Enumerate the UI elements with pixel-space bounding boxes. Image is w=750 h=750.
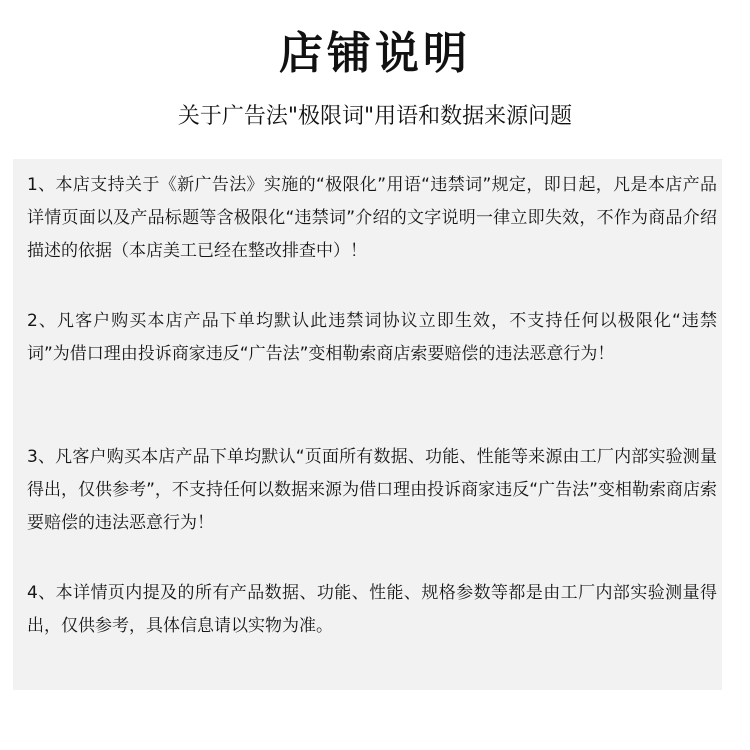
- notice-item-4: 4、本详情页内提及的所有产品数据、功能、性能、规格参数等都是由工厂内部实验测量得出，仅供参考，具体信息请以实物为准。: [27, 583, 717, 636]
- notice-item-1: 1、本店支持关于《新广告法》实施的“极限化”用语“违禁词”规定，即日起，凡是本店产品详情页面以及产品标题等含极限化“违禁词”介绍的文字说明一律立即失效，不作为商品介绍描述的依据（本店美工已经在整改排查中）！: [27, 175, 717, 261]
- page-title: 店铺说明: [279, 28, 471, 79]
- notice-item-2: 2、凡客户购买本店产品下单均默认此违禁词协议立即生效，不支持任何以极限化“违禁词”为借口理由投诉商家违反“广告法”变相勒索商店索要赔偿的违法恶意行为！: [27, 311, 717, 364]
- page-subtitle: 关于广告法"极限词"用语和数据来源问题: [177, 104, 573, 129]
- notice-panel: [13, 159, 722, 690]
- notice-item-3: 3、凡客户购买本店产品下单均默认“页面所有数据、功能、性能等来源由工厂内部实验测量得出，仅供参考”，不支持任何以数据来源为借口理由投诉商家违反“广告法”变相勒索商店索要赔偿的违法恶意行为！: [27, 447, 717, 533]
